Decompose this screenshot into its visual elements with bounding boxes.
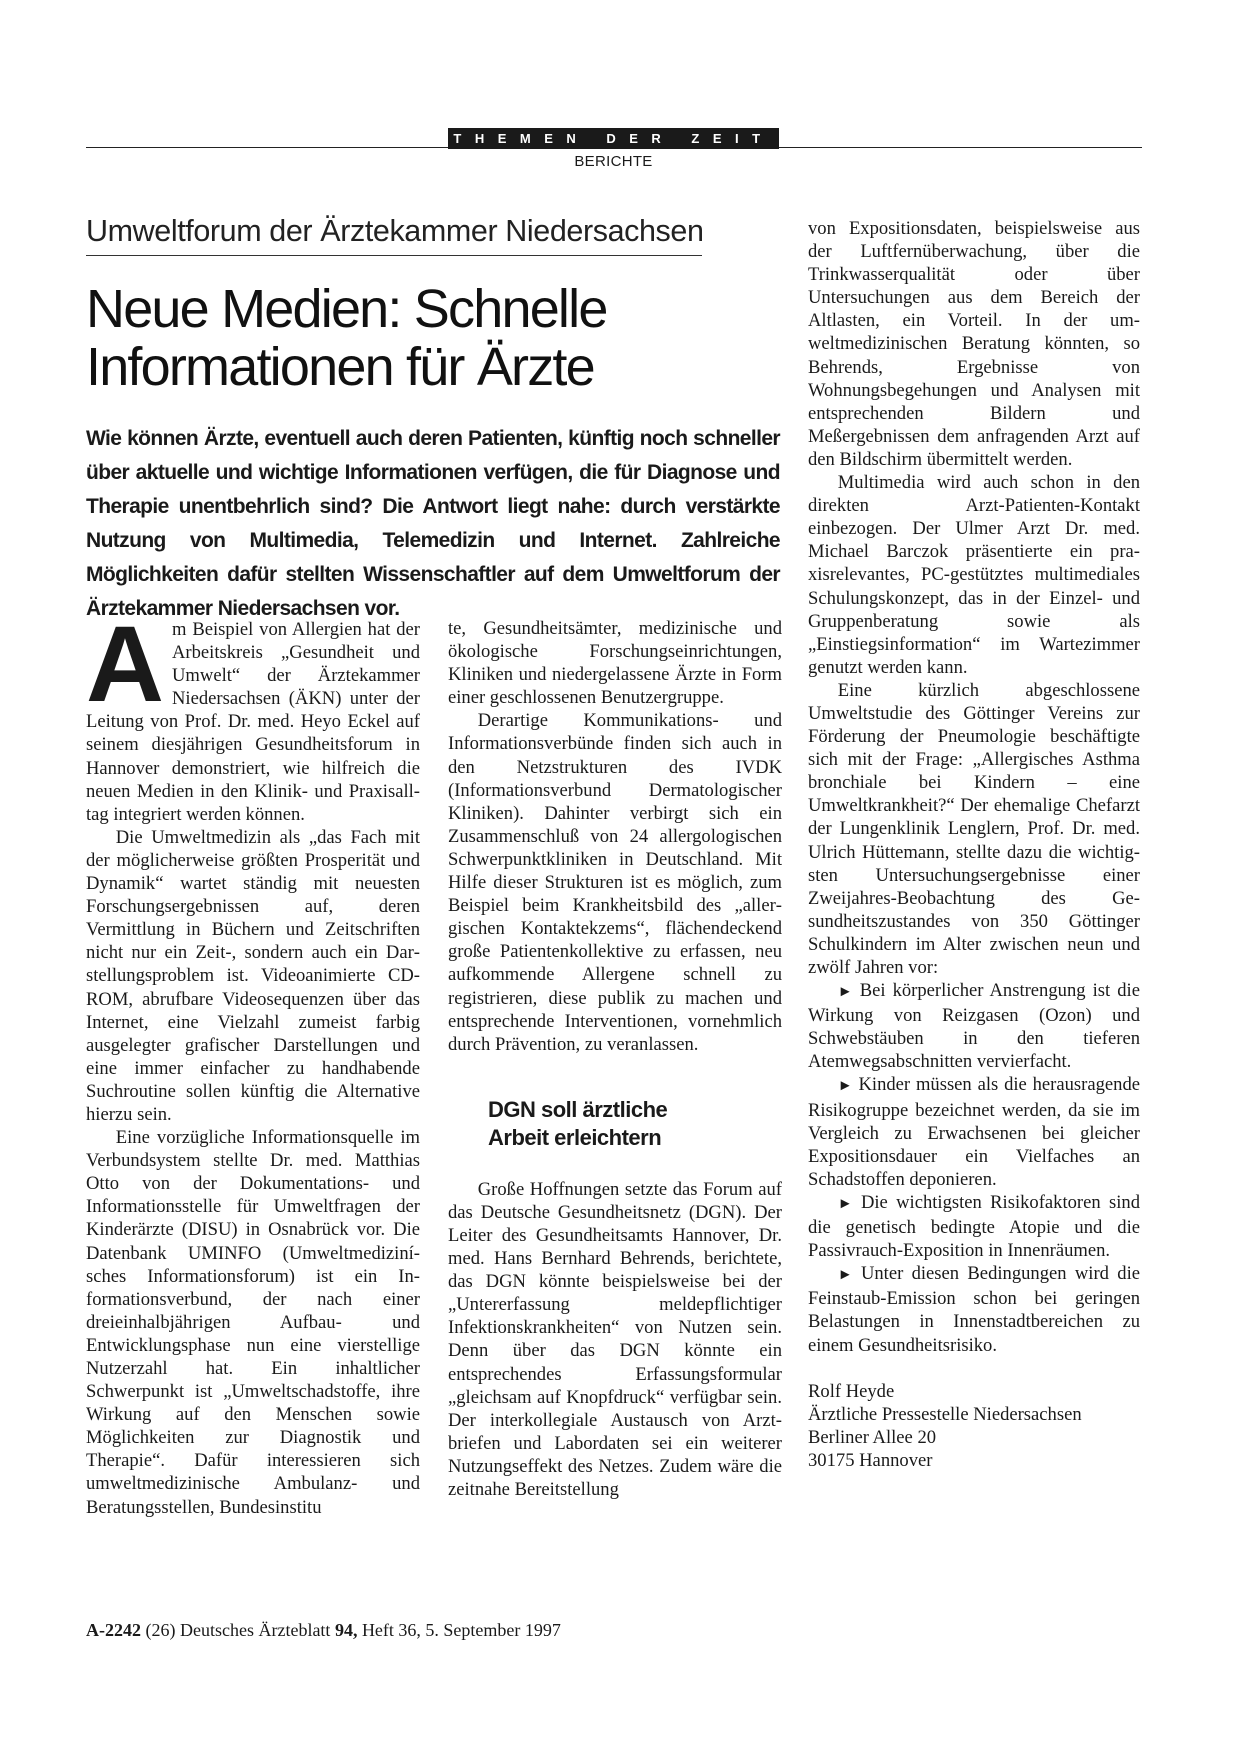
drop-cap: A xyxy=(86,603,164,724)
subheading-line-1: DGN soll ärztliche xyxy=(488,1096,668,1122)
bullet-item-4 xyxy=(808,1262,1140,1356)
triangle-bullet-icon: ► xyxy=(837,1267,853,1284)
headline-line-2: Informationen für Ärzte xyxy=(86,337,594,397)
paragraph-7: von Expositionsdaten, beispielsweise aus der Luftfernüberwachung, über die Trinkwasserqualität oder über Untersuchungen aus dem Bereich der Altlasten, ein Vorteil. In der umweltmedizinischen Beratung könnten, so Behrends, Ergebnisse von Wohnungsbegehungen und Analysen mit entsprechenden Bildern und Meßergebnissen dem anfragenden Arzt auf den Bildschirm übermittelt werden. xyxy=(808,218,1140,470)
triangle-bullet-icon: ► xyxy=(837,1195,853,1212)
paragraph-6: Große Hoffnungen setzte das Forum auf das Deutsche Gesundheitsnetz (DGN). Der Leiter des Gesundheitsamts Hannover, Dr. med. Hans Bernhard Behrends, berichtete, das DGN könnte beispielsweise bei der „Untererfassung meldepflichtiger Infektionskrankheiten“ von Nutzen sein. Denn über das DGN könnte ein entsprechendes Erfassungsformular „gleichsam auf Knopfdruck“ verfügbar sein. Der interkollegiale Austausch von Arztbriefen und Labordaten sei ein weiterer Nutzungseffekt des Netzes. Zudem wäre die zeitnahe Bereitstellung xyxy=(448,1178,782,1500)
bullet-item-1 xyxy=(808,979,1140,1073)
subheading-line-2: Arbeit erleichtern xyxy=(488,1124,662,1150)
footer-volume: 94, xyxy=(334,1620,358,1640)
lead-paragraph: Wie können Ärzte, eventuell auch deren Patienten, künftig noch schneller über aktuelle und wichtige Informationen verfügen, die für Diagnose und Therapie unentbehrlich sind? Die Antwort liegt nahe: durch verstärkte Nutzung von Multimedia, Telemedizin und Internet. Zahlreiche Möglichkeiten dafür stellten Wissenschaftler auf dem Umweltforum der Ärztekammer Niedersachsen vor. xyxy=(86,427,780,620)
bullet-text-2: Kinder müssen als die herausragende Risikogruppe bezeichnet werden, da sie im Vergleich zu Erwachsenen bei gleicher Expositionsdauer ein Vielfaches an Schadstoffen deponieren. xyxy=(808,1074,1141,1190)
column-1 xyxy=(86,603,420,1519)
triangle-bullet-icon: ► xyxy=(837,984,853,1001)
page-footer xyxy=(86,1620,561,1641)
paragraph-2: Die Umweltmedizin als „das Fach mit der möglicherweise größten Prosperität und Dynamik“ wartet ständig mit neuesten Forschungsergebnissen auf, deren Vermittlung in Büchern und Zeitschriften nicht nur ein Zeit-, sondern auch ein Darstellungsproblem ist. Videoanimierte CD-ROM, abrufbare Videosequenzen über das Internet, eine Vielzahl zumeist farbig ausgelegter grafischer Darstellungen und eine immer einfacher zu handhabende Suchroutine sollen künftig die Alternative hierzu sein. xyxy=(86,826,420,1125)
author-signature xyxy=(808,1380,1140,1472)
bullet-text-3: Die wichtigsten Risikofaktoren sind die genetisch bedingte Atopie und die Passivrauch-Exposition in Innenräumen. xyxy=(808,1191,1140,1262)
author-city: 30175 Hannover xyxy=(808,1449,933,1471)
section-band: THEMEN DER ZEIT xyxy=(448,128,779,149)
headline-line-1: Neue Medien: Schnelle xyxy=(86,279,607,339)
kicker: Umweltforum der Ärztekammer Niedersachsen xyxy=(86,214,702,256)
bullet-text-4: Unter diesen Bedingungen wird die Feinstaub-Emission schon bei geringen Belastungen in Innenstadtbereichen zu einem Gesundheitsrisiko. xyxy=(808,1263,1140,1356)
column-3 xyxy=(808,217,1140,1472)
paragraph-3: Eine vorzügliche Informationsquelle im Verbundsystem stellte Dr. med. Matthias Otto von der Dokumentations- und Informationsstelle für Umweltfragen der Kinderärzte (DISU) in Osnabrück vor. Die Datenbank UMINFO (Umweltmedizinísches Informationsforum) ist ein Informationsverbund, der nach einer dreieinhalbjährigen Aufbau- und Entwicklungsphase nun eine vierstellige Nutzerzahl hat. Ein inhaltlicher Schwerpunkt ist „Umweltschadstoffe, ihre Wirkung auf den Menschen sowie Möglichkeiten zur Diagnostik und Therapie“. Dafür interessieren sich umweltmedizinische Ambulanz- und Beratungsstellen, Bundesinstitu xyxy=(86,1127,420,1518)
headline xyxy=(86,280,806,396)
paragraph-1: m Beispiel von Allergien hat der Arbeitskreis „Gesundheit und Umwelt“ der Ärztekammer Niedersachsen (ÄKN) unter der Leitung von Prof. Dr. med. Heyo Eckel auf seinem diesjährigen Gesundheitsforum in Hannover demonstriert, wie hilfreich die neuen Medien in den Klinik- und Praxisalltag integriert werden können. xyxy=(86,619,420,825)
bullet-item-3 xyxy=(808,1191,1140,1262)
bullet-item-2 xyxy=(808,1073,1140,1190)
section-subtitle: BERICHTE xyxy=(574,153,653,170)
subheading xyxy=(488,1096,782,1152)
page-number: A-2242 xyxy=(86,1620,141,1640)
author-organization: Ärztliche Pressestelle Niedersachsen xyxy=(808,1403,1082,1425)
footer-journal: (26) Deutsches Ärzteblatt xyxy=(145,1620,331,1640)
footer-issue: Heft 36, 5. September 1997 xyxy=(361,1620,561,1640)
column-2 xyxy=(448,617,782,1501)
paragraph-4: te, Gesundheitsämter, medizinische und ökologische Forschungseinrichtungen, Kliniken und niedergelassene Ärzte in Form einer geschlossenen Benutzergruppe. xyxy=(448,618,782,709)
triangle-bullet-icon: ► xyxy=(837,1078,853,1095)
author-name: Rolf Heyde xyxy=(808,1380,895,1402)
paragraph-9: Eine kürzlich abgeschlossene Umweltstudie des Göttinger Vereins zur Förderung der Pneumologie beschäftigte sich mit der Frage: „Allergisches Asthma bronchiale bei Kindern – eine Umweltkrankheit?“ Der ehemalige Chefarzt der Lungenklinik Lenglern, Prof. Dr. med. Ulrich Hüttemann, stellte dazu die wichtigsten Untersuchungsergebnisse einer Zweijahres-Beobachtung des Gesundheitszustandes von 350 Göttinger Schulkindern im Alter zwischen neun und zwölf Jahren vor: xyxy=(808,679,1140,978)
paragraph-5: Derartige Kommunikations- und Informationsverbünde finden sich auch in den Netzstrukturen des IVDK (Informationsverbund Dermatologischer Kliniken). Dahinter verbirgt sich ein Zusammenschluß von 24 allergologischen Schwerpunktkliniken in Deutschland. Mit Hilfe dieser Strukturen ist es möglich, zum Beispiel beim Krankheitsbild des „allergischen Kontaktekzems“, flächendeckend große Patientenkollektive zu erfassen, neu aufkommende Allergene schnell zu registrieren, diese publik zu machen und entsprechende Interventionen, vornehmlich durch Prävention, zu veranlassen. xyxy=(448,710,782,1055)
paragraph-8: Multimedia wird auch schon in den direkten Arzt-Patienten-Kontakt einbezogen. Der Ulmer Arzt Dr. med. Michael Barczok präsentierte ein praxisrelevantes, PC-gestütztes multimediales Schulungskonzept, das in der Einzel- und Gruppenberatung sowie als „Einstiegsinformation“ im Wartezimmer genutzt werden kann. xyxy=(808,472,1140,678)
bullet-text-1: Bei körperlicher Anstrengung ist die Wirkung von Reizgasen (Ozon) und Schwebstäuben in den tieferen Atemwegsabschnitten vervierfacht. xyxy=(808,980,1140,1073)
author-street: Berliner Allee 20 xyxy=(808,1426,937,1448)
